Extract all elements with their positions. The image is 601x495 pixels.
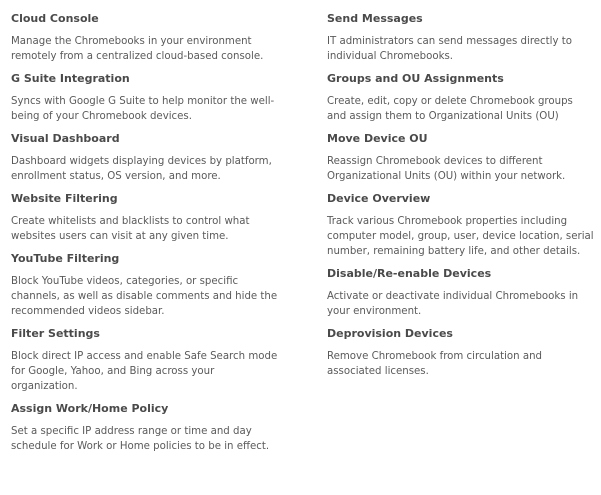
description-line: Remove Chromebook from circulation and xyxy=(327,351,543,362)
feature-title: Assign Work/Home Policy xyxy=(11,402,169,415)
feature-disable-re-enable-devices xyxy=(327,266,595,319)
description-line: Create whitelists and blacklists to control what xyxy=(11,216,250,227)
description-line: and assign them to Organizational Units (OU) xyxy=(327,111,559,122)
description-line: being of your Chromebook devices. xyxy=(11,111,192,122)
feature-youtube-filtering xyxy=(11,251,278,319)
description-line: Track various Chromebook properties including xyxy=(327,216,568,227)
description-line: Block YouTube videos, categories, or specific xyxy=(11,276,239,287)
feature-title: YouTube Filtering xyxy=(11,252,120,265)
feature-title: Groups and OU Assignments xyxy=(327,72,504,85)
description-line: organization. xyxy=(11,381,78,392)
description-line: Activate or deactivate individual Chromebooks in xyxy=(327,291,579,302)
feature-title: Filter Settings xyxy=(11,327,100,340)
description-line: number, remaining battery life, and other details. xyxy=(327,246,581,257)
feature-description xyxy=(327,34,595,64)
feature-title: G Suite Integration xyxy=(11,72,130,85)
feature-description xyxy=(11,34,273,64)
description-line: remotely from a centralized cloud-based console. xyxy=(11,51,264,62)
feature-description xyxy=(11,94,273,124)
description-line: Dashboard widgets displaying devices by platform, xyxy=(11,156,272,167)
description-line: for Google, Yahoo, and Bing across your xyxy=(11,366,215,377)
feature-filter-settings xyxy=(11,326,278,394)
feature-title: Cloud Console xyxy=(11,12,99,25)
description-line: Reassign Chromebook devices to different xyxy=(327,156,543,167)
description-line: Set a specific IP address range or time and day xyxy=(11,426,252,437)
feature-description xyxy=(11,154,273,184)
description-line: enrollment status, OS version, and more. xyxy=(11,171,221,182)
left-feature-column xyxy=(11,11,278,461)
description-line: associated licenses. xyxy=(327,366,429,377)
feature-description xyxy=(11,214,273,244)
description-line: IT administrators can send messages directly to xyxy=(327,36,572,47)
description-line: computer model, group, user, device location, serial xyxy=(327,231,594,242)
description-line: Syncs with Google G Suite to help monitor the well- xyxy=(11,96,275,107)
feature-description xyxy=(11,424,273,454)
description-line: Create, edit, copy or delete Chromebook groups xyxy=(327,96,573,107)
description-line: channels, as well as disable comments and hide the xyxy=(11,291,278,302)
feature-device-overview xyxy=(327,191,595,259)
feature-groups-and-ou-assignments xyxy=(327,71,595,124)
feature-cloud-console xyxy=(11,11,273,64)
feature-description xyxy=(11,349,278,394)
feature-description xyxy=(11,274,278,319)
feature-description xyxy=(327,289,595,319)
description-line: Organizational Units (OU) within your network. xyxy=(327,171,566,182)
feature-title: Move Device OU xyxy=(327,132,428,145)
feature-move-device-ou xyxy=(327,131,595,184)
feature-title: Deprovision Devices xyxy=(327,327,453,340)
feature-description xyxy=(327,154,595,184)
description-line: Block direct IP access and enable Safe Search mode xyxy=(11,351,278,362)
description-line: websites users can visit at any given time. xyxy=(11,231,229,242)
feature-send-messages xyxy=(327,11,595,64)
feature-deprovision-devices xyxy=(327,326,595,379)
description-line: recommended videos sidebar. xyxy=(11,306,165,317)
feature-title: Device Overview xyxy=(327,192,431,205)
description-line: schedule for Work or Home policies to be in effect. xyxy=(11,441,270,452)
feature-title: Visual Dashboard xyxy=(11,132,120,145)
description-line: Manage the Chromebooks in your environment xyxy=(11,36,252,47)
feature-website-filtering xyxy=(11,191,273,244)
feature-description xyxy=(327,349,595,379)
feature-title: Send Messages xyxy=(327,12,423,25)
feature-title: Website Filtering xyxy=(11,192,118,205)
feature-visual-dashboard xyxy=(11,131,273,184)
feature-description xyxy=(327,94,595,124)
description-line: your environment. xyxy=(327,306,422,317)
feature-g-suite-integration xyxy=(11,71,273,124)
feature-assign-work-home-policy xyxy=(11,401,273,454)
feature-description xyxy=(327,214,595,259)
right-feature-column xyxy=(327,11,595,386)
feature-title: Disable/Re-enable Devices xyxy=(327,267,492,280)
description-line: individual Chromebooks. xyxy=(327,51,454,62)
